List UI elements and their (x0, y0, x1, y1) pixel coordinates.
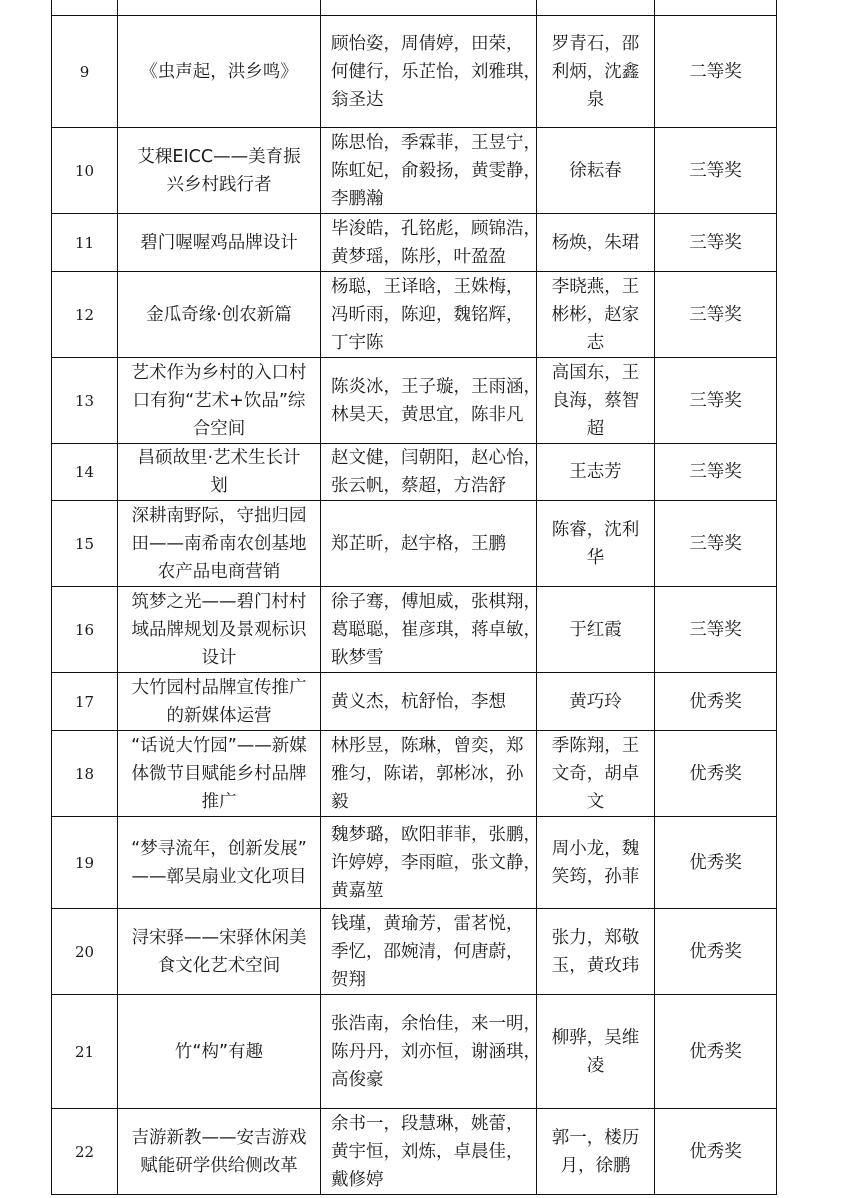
project-line: 深耕南野际，守拙归园 (131, 505, 307, 526)
advisor-line: 柳骅，吴维 (551, 1027, 640, 1048)
project-line: 昌硕故里·艺术生长计 (137, 448, 301, 468)
award-cell: 优秀奖 (655, 909, 777, 995)
advisors-cell (537, 587, 655, 673)
table-row (52, 444, 777, 501)
project-name-cell (118, 16, 321, 128)
team-members-cell (321, 909, 537, 995)
member-line: 贺翔 (331, 969, 366, 990)
team-members-cell (321, 501, 537, 587)
member-line: 黄义杰，杭舒怡，李想 (331, 691, 506, 712)
row-number-cell: 22 (52, 1109, 118, 1195)
advisor-line: 超 (586, 418, 605, 439)
advisors-cell (537, 0, 655, 16)
project-line: 竹“构”有趣 (174, 1041, 264, 1062)
advisors-cell (537, 214, 655, 272)
row-number-cell: 20 (52, 909, 118, 995)
advisor-line: 良海，蔡智 (551, 390, 640, 411)
member-line: 钱瑾，黄瑜芳，雷茗悦， (331, 913, 524, 934)
row-number-cell: 21 (52, 995, 118, 1109)
advisor-line: 黄巧玲 (569, 691, 622, 712)
advisor-line: 笑筠，孙菲 (551, 866, 640, 887)
member-line: 李鹏瀚 (331, 188, 384, 209)
team-members-cell (321, 817, 541, 909)
award-cell: 三等奖 (655, 214, 777, 272)
award-cell: 三等奖 (655, 501, 777, 587)
advisor-line: 华 (586, 547, 605, 568)
advisor-line: 高国东，王 (551, 362, 640, 383)
project-line: 合空间 (192, 418, 246, 439)
member-line: 陈炎冰，王子璇，王雨涵， (331, 376, 541, 397)
project-line: 《虫声起，洪乡鸣》 (140, 61, 298, 82)
advisors-cell (537, 128, 655, 214)
member-line: 张浩南，余怡佳，来一明， (331, 1013, 541, 1034)
advisor-line: 陈睿，沈利 (551, 519, 640, 540)
advisors-cell (537, 1109, 655, 1195)
advisors-cell (537, 731, 655, 817)
table-row-partial (52, 0, 777, 16)
member-line: 季忆，邵婉清，何唐蔚， (331, 941, 524, 962)
member-line: 丁宇陈 (331, 332, 384, 353)
member-line: 翁圣达 (331, 89, 384, 110)
project-name-cell (118, 1109, 321, 1195)
member-line: 黄嘉堃 (331, 880, 384, 901)
member-line: 冯昕雨，陈迎，魏铭辉， (331, 304, 524, 325)
team-members-cell (321, 444, 541, 501)
project-name-cell (118, 995, 321, 1109)
advisors-cell (537, 995, 655, 1109)
table-row (52, 128, 777, 214)
member-line: 陈丹丹，刘亦恒，谢涵琪， (331, 1041, 541, 1062)
project-name-cell (118, 587, 321, 673)
advisors-cell (537, 272, 655, 358)
member-line: 葛聪聪，崔彦琪，蒋卓敏， (331, 619, 541, 640)
award-cell: 三等奖 (655, 128, 777, 214)
team-members-cell (321, 1109, 537, 1195)
advisor-line: 文奇，胡卓 (551, 763, 640, 784)
project-name-cell (118, 444, 321, 501)
advisors-cell (537, 909, 655, 995)
row-number-cell: 15 (52, 501, 118, 587)
project-line: 设计 (201, 647, 237, 668)
member-line: 赵文健，闫朝阳，赵心怡， (331, 448, 541, 468)
project-name-cell (118, 0, 321, 16)
award-cell: 三等奖 (655, 272, 777, 358)
project-name-cell (118, 731, 321, 817)
table-row (52, 587, 777, 673)
member-line: 戴修婷 (331, 1169, 384, 1190)
project-line: 口有狗“艺术+饮品”综 (132, 390, 306, 411)
project-name-cell (118, 214, 321, 272)
member-line: 何健行，乐芷怡，刘雅琪， (331, 61, 541, 82)
member-line: 黄梦瑶，陈彤，叶盈盈 (331, 246, 506, 267)
member-line: 毅 (331, 791, 349, 812)
team-members-cell (321, 587, 541, 673)
project-line: 浔宋驿——宋驿休闲美 (131, 927, 307, 948)
member-line: 陈思怡，季霖菲，王昱宁， (331, 132, 541, 153)
project-name-cell (118, 673, 321, 731)
award-cell: 优秀奖 (655, 1109, 777, 1195)
row-number-cell: 9 (52, 16, 118, 128)
member-line: 林彤昱，陈琳，曾奕，郑 (331, 735, 524, 756)
awards-table (51, 0, 777, 1195)
row-number-cell: 13 (52, 358, 118, 444)
advisor-line: 罗青石，邵 (551, 33, 640, 54)
row-number-cell (52, 0, 118, 16)
advisors-cell (537, 358, 655, 444)
table-row (52, 731, 777, 817)
team-members-cell (321, 995, 541, 1109)
award-cell: 二等奖 (655, 16, 777, 128)
project-line: 域品牌规划及景观标识 (131, 619, 307, 640)
project-line: 筑梦之光——碧门村村 (131, 591, 307, 612)
advisor-line: 泉 (586, 89, 605, 110)
table-row (52, 1109, 777, 1195)
member-line: 许婷婷，李雨暄，张文静， (331, 852, 541, 873)
member-line: 毕浚皓，孔铭彪，顾锦浩， (331, 218, 541, 239)
member-line: 黄宇恒，刘炼，卓晨佳， (331, 1141, 524, 1162)
project-line: 农产品电商营销 (157, 561, 281, 582)
team-members-cell (321, 358, 541, 444)
table-row (52, 995, 777, 1109)
table-row (52, 673, 777, 731)
project-line: 体微节目赋能乡村品牌 (131, 763, 307, 784)
advisor-line: 玉，黄玫玮 (551, 955, 640, 976)
advisor-line: 月，徐鹏 (560, 1155, 631, 1176)
team-members-cell (321, 272, 537, 358)
advisors-cell (537, 444, 655, 501)
row-number-cell: 14 (52, 444, 118, 501)
row-number-cell: 18 (52, 731, 118, 817)
project-line: 碧门喔喔鸡品牌设计 (140, 232, 298, 253)
advisor-line: 志 (586, 332, 605, 353)
row-number-cell: 12 (52, 272, 118, 358)
table-row (52, 358, 777, 444)
table-row (52, 501, 777, 587)
member-line: 郑芷昕，赵宇格，王鹏 (331, 533, 506, 554)
award-cell (655, 0, 777, 16)
advisor-line: 徐耘春 (569, 160, 622, 181)
advisor-line: 周小龙，魏 (551, 838, 640, 859)
advisor-line: 彬彬，赵家 (551, 304, 640, 325)
team-members-cell (321, 731, 537, 817)
project-line: 的新媒体运营 (166, 705, 272, 726)
advisors-cell (537, 673, 655, 731)
member-line: 余书一，段慧琳，姚蕾， (331, 1113, 524, 1134)
member-line: 陈虹妃，俞毅扬，黄雯静， (331, 160, 541, 181)
award-cell: 优秀奖 (655, 817, 777, 909)
award-cell: 三等奖 (655, 587, 777, 673)
project-line: 艺术作为乡村的入口村 (131, 362, 307, 383)
award-cell: 优秀奖 (655, 673, 777, 731)
project-name-cell (118, 272, 321, 358)
project-name-cell (118, 909, 321, 995)
project-name-cell (118, 358, 321, 444)
member-line: 杨聪，王译晗，王姝梅， (331, 276, 524, 297)
team-members-cell (321, 673, 537, 731)
advisor-line: 王志芳 (569, 462, 622, 482)
advisor-line: 凌 (586, 1055, 605, 1076)
row-number-cell: 19 (52, 817, 118, 909)
project-name-cell (118, 817, 321, 909)
project-line: 赋能研学供给侧改革 (140, 1155, 298, 1176)
advisor-line: 文 (586, 791, 605, 812)
project-line: 田——南希南农创基地 (131, 533, 307, 554)
table-row (52, 272, 777, 358)
project-name-cell (118, 501, 321, 587)
project-name-cell (118, 128, 321, 214)
row-number-cell: 16 (52, 587, 118, 673)
member-line: 顾怡姿，周倩婷，田荣， (331, 33, 524, 54)
project-line: 食文化艺术空间 (157, 955, 281, 976)
member-line: 徐子骞，傅旭威，张棋翔， (331, 591, 541, 612)
team-members-cell (321, 0, 537, 16)
project-line: 推广 (201, 791, 237, 812)
advisor-line: 李晓燕，王 (551, 276, 640, 297)
project-line: 吉游新教——安吉游戏 (131, 1127, 307, 1148)
member-line: 林昊天，黄思宜，陈非凡 (331, 404, 524, 425)
project-line: 金瓜奇缘·创农新篇 (146, 304, 292, 325)
advisors-cell (537, 16, 655, 128)
team-members-cell (321, 128, 541, 214)
project-line: 兴乡村践行者 (166, 174, 272, 195)
advisor-line: 郭一，楼历 (551, 1127, 640, 1148)
table-row (52, 817, 777, 909)
project-line: “梦寻流年，创新发展” (131, 838, 307, 859)
table-row (52, 909, 777, 995)
table-row (52, 16, 777, 128)
member-line: 雅匀，陈诺，郭彬冰，孙 (331, 763, 524, 784)
award-cell: 优秀奖 (655, 995, 777, 1109)
project-line: ——鄣吴扇业文化项目 (131, 866, 307, 887)
award-cell: 优秀奖 (655, 731, 777, 817)
member-line: 耿梦雪 (331, 647, 384, 668)
advisor-line: 杨焕，朱珺 (551, 232, 640, 253)
advisor-line: 季陈翔，王 (551, 735, 640, 756)
advisor-line: 于红霞 (569, 619, 622, 640)
project-line: “话说大竹园”——新媒 (131, 735, 307, 756)
award-cell: 三等奖 (655, 358, 777, 444)
advisors-cell (537, 817, 655, 909)
table-row (52, 214, 777, 272)
project-line: 划 (210, 476, 228, 496)
team-members-cell (321, 214, 541, 272)
row-number-cell: 17 (52, 673, 118, 731)
project-line: 大竹园村品牌宣传推广 (131, 677, 307, 698)
member-line: 张云帆，蔡超，方浩舒 (331, 476, 506, 496)
team-members-cell (321, 16, 541, 128)
row-number-cell: 10 (52, 128, 118, 214)
advisors-cell (537, 501, 655, 587)
awards-table-body (52, 0, 777, 1195)
project-line: 艾稞EICC——美育振 (137, 146, 301, 167)
member-line: 魏梦璐，欧阳菲菲，张鹏， (331, 824, 541, 845)
advisor-line: 张力，郑敬 (551, 927, 640, 948)
row-number-cell: 11 (52, 214, 118, 272)
award-cell: 三等奖 (655, 444, 777, 501)
member-line: 高俊豪 (331, 1069, 384, 1090)
advisor-line: 利炳，沈鑫 (551, 61, 640, 82)
